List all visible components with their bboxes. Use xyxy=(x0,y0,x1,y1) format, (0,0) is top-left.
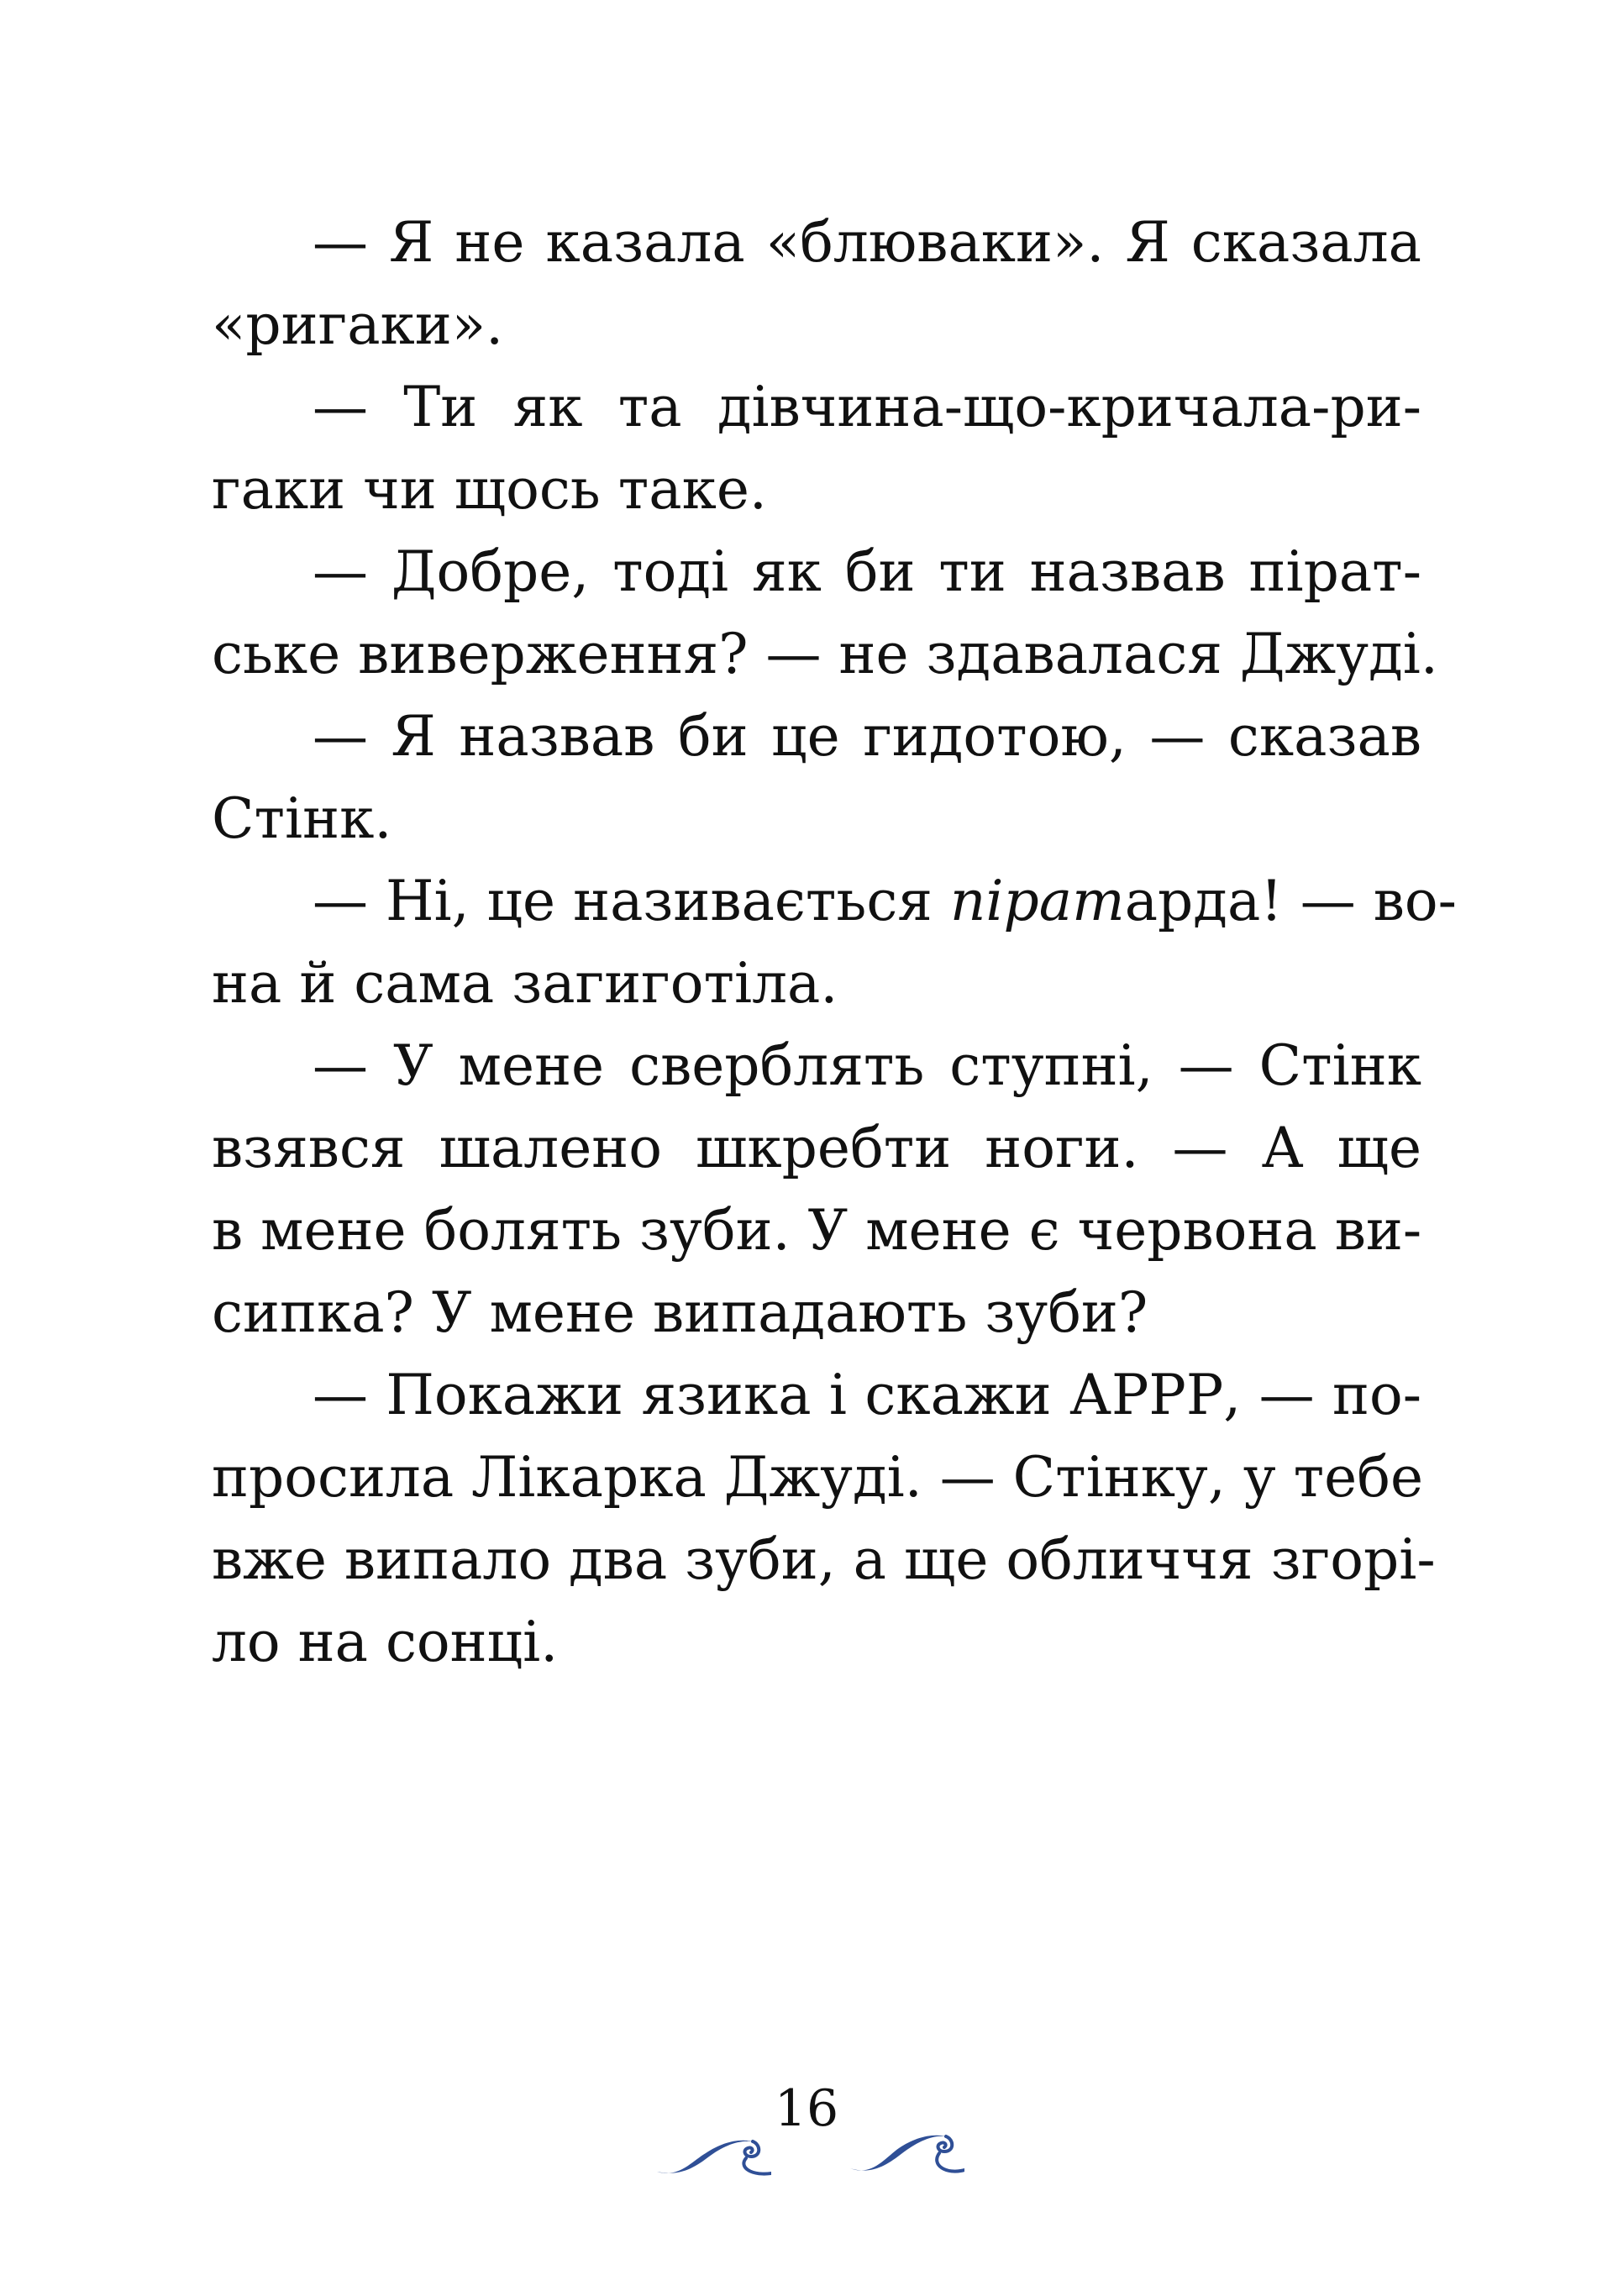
text-line: на й сама загиготіла. xyxy=(212,951,838,1016)
text-line: — Добре, тоді як би ти назвав пірат- xyxy=(313,539,1421,604)
text-run: арда! — во- xyxy=(1124,869,1457,933)
text-line: — Ти як та дівчина-що-кричала-ри- xyxy=(313,375,1421,439)
text-line: в мене болять зуби. У мене є червона ви- xyxy=(212,1198,1422,1263)
text-line: сипка? У мене випадають зуби? xyxy=(212,1280,1148,1345)
page-number: 16 xyxy=(774,2079,839,2138)
text-line: — Покажи язика і скажи АРРР, — по- xyxy=(313,1363,1421,1427)
wave-ornament-icon xyxy=(847,2128,964,2178)
text-line: ське виверження? — не здавалася Джуді. xyxy=(212,622,1438,686)
text-line xyxy=(212,860,1457,943)
text-line: «ригаки». xyxy=(212,292,504,357)
text-line: взявся шалено шкребти ноги. — А ще xyxy=(212,1116,1421,1180)
text-line: вже випало два зуби, а ще обличчя згорі- xyxy=(212,1527,1436,1592)
text-run: — Ні, це називається xyxy=(313,869,950,933)
text-line: — Я не казала «блюваки». Я сказала xyxy=(313,210,1421,275)
text-line: Стінк. xyxy=(212,786,392,851)
text-line: просила Лікарка Джуді. — Стінку, у тебе xyxy=(212,1445,1424,1510)
text-line: — У мене сверблять ступні, — Стінк xyxy=(313,1033,1421,1098)
italic-emphasis: пірат xyxy=(949,869,1125,933)
page-footer xyxy=(638,2079,975,2188)
text-line: ло на сонці. xyxy=(212,1610,559,1674)
text-line: гаки чи щось таке. xyxy=(212,457,767,522)
text-line: — Я назвав би це гидотою, — сказав xyxy=(313,704,1421,769)
